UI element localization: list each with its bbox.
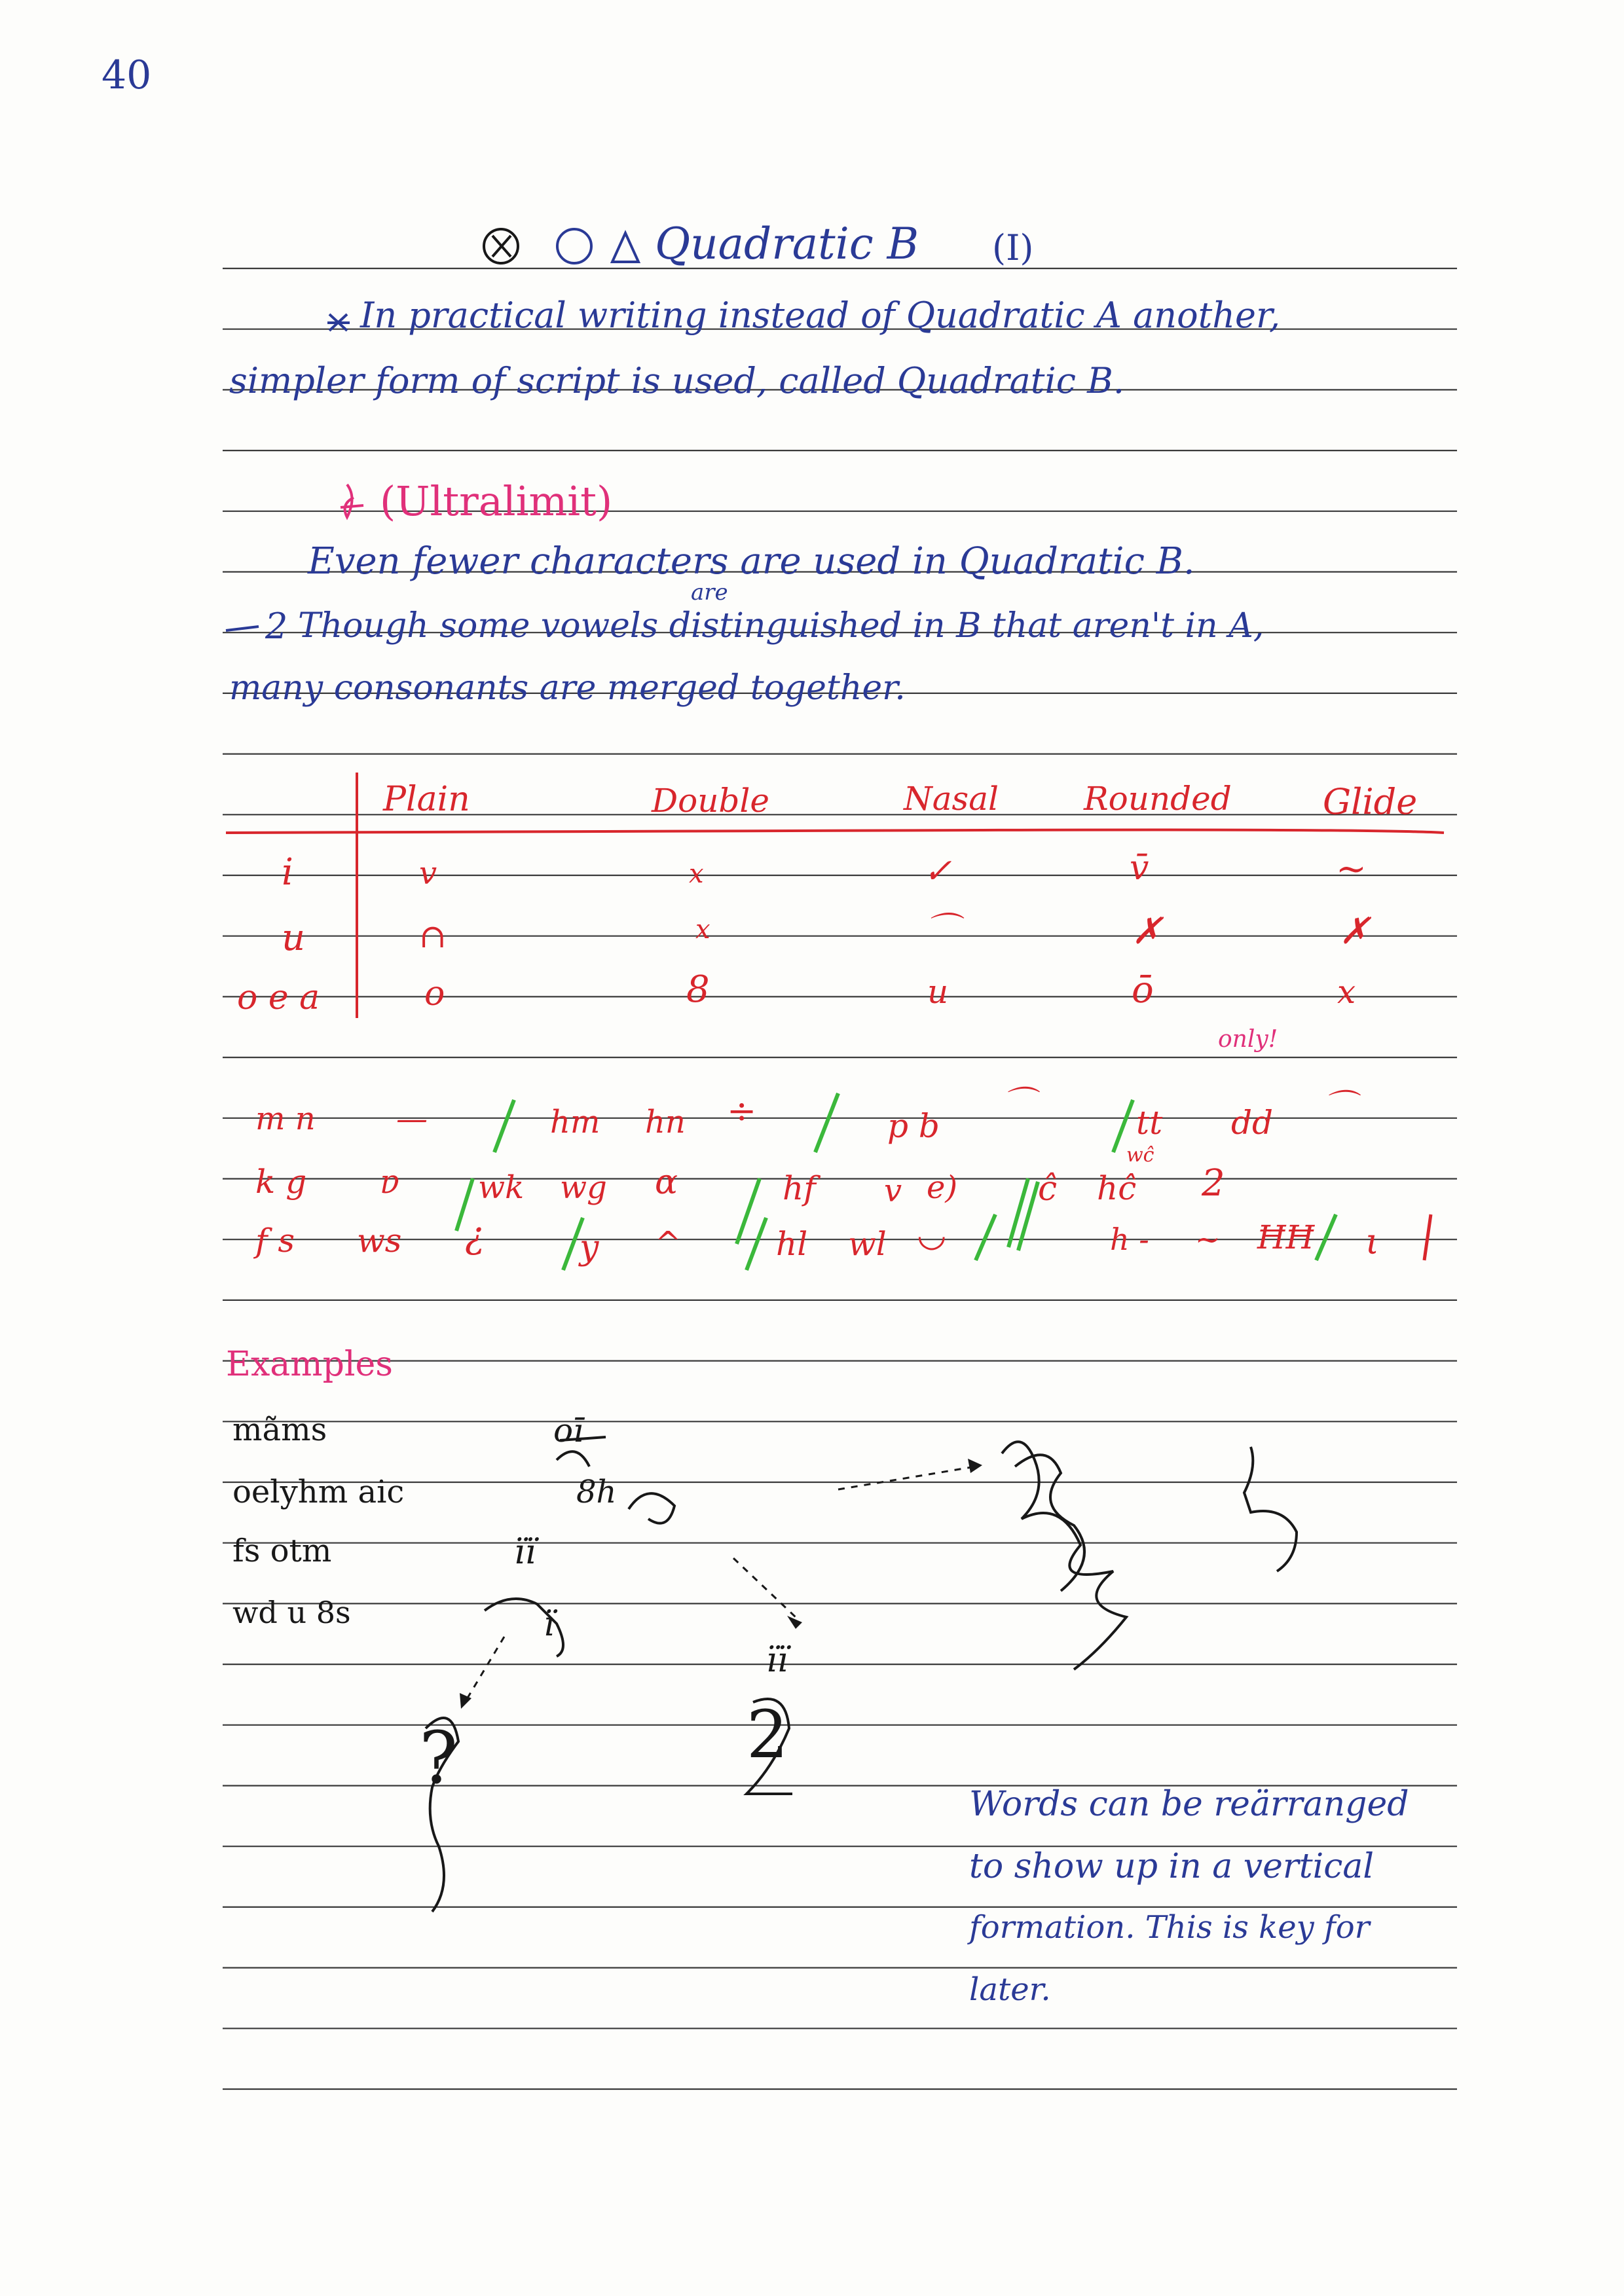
strike-mark bbox=[226, 627, 259, 630]
row-label-i: i bbox=[282, 851, 293, 894]
arrow-glyph-3: ? bbox=[419, 1716, 458, 1800]
cons-r3-iota: ι bbox=[1365, 1221, 1380, 1262]
col-rounded: Rounded bbox=[1084, 780, 1232, 818]
circled-marks-icon bbox=[484, 229, 638, 263]
cell-u-glide: ✗ bbox=[1339, 910, 1370, 953]
cons-r2-a: ɐ bbox=[380, 1163, 399, 1201]
cons-r3-y: y bbox=[580, 1228, 599, 1267]
cons-r3-i: ¿ bbox=[465, 1214, 485, 1257]
note-line-1: Words can be reärranged bbox=[969, 1785, 1409, 1824]
cons-r2-wg: wg bbox=[560, 1169, 607, 1206]
row-label-u: u bbox=[282, 917, 306, 959]
cell-i-plain: v bbox=[419, 855, 437, 892]
page-title-suffix: (I) bbox=[992, 227, 1034, 268]
ultralimit-line-1: Even fewer characters are used in Quadratic B. bbox=[308, 540, 1195, 583]
example-1-script: oī bbox=[553, 1412, 584, 1449]
cons-r2-hf: hf bbox=[783, 1169, 816, 1207]
cell-u-double: x bbox=[695, 915, 710, 945]
examples-label: Examples bbox=[226, 1345, 393, 1384]
col-plain: Plain bbox=[383, 780, 470, 819]
page-number: 40 bbox=[101, 52, 152, 98]
example-3-text: fs otm bbox=[232, 1533, 332, 1569]
cons-r3-ws: ws bbox=[357, 1222, 402, 1260]
cons-r3-caret: ^ bbox=[655, 1225, 682, 1262]
star-mark-icon bbox=[327, 314, 350, 331]
cons-r1-arc2: ⌒ bbox=[1323, 1087, 1356, 1125]
cell-i-glide: ~ bbox=[1336, 848, 1367, 890]
example-4-text: wd u 8s bbox=[232, 1595, 351, 1630]
cons-r2-hc: hĉ bbox=[1097, 1169, 1137, 1207]
arrow-glyph-2: 2 bbox=[747, 1696, 788, 1773]
cons-r2-v: v bbox=[884, 1173, 902, 1209]
example-2-script: 8h bbox=[576, 1474, 617, 1510]
cons-r1-div: ÷ bbox=[727, 1090, 757, 1131]
cons-r3-tilde: ~ bbox=[1195, 1222, 1221, 1257]
cons-r3-hl: hl bbox=[776, 1225, 808, 1263]
cons-r1-tt: tt bbox=[1136, 1104, 1163, 1142]
cell-u-nasal: ⌒ bbox=[925, 911, 959, 950]
cell-oea-glide: x bbox=[1337, 973, 1356, 1011]
ultralimit-line-2: Though some vowels distinguished in B that aren't in A, bbox=[298, 606, 1264, 646]
ultralimit-label: (Ultralimit) bbox=[380, 477, 613, 525]
cons-r3-h: h - bbox=[1110, 1222, 1149, 1257]
table-header-line bbox=[226, 830, 1444, 833]
example-4-script: ï bbox=[544, 1605, 555, 1644]
intro-line-2: simpler form of script is used, called Quadratic B. bbox=[229, 360, 1124, 401]
note-line-3: formation. This is key for bbox=[969, 1909, 1370, 1946]
cons-r2-hat-label: wĉ bbox=[1126, 1144, 1154, 1167]
arrow-glyph-1: ïï bbox=[766, 1641, 788, 1680]
cons-r1-arc: ⌒ bbox=[1002, 1084, 1035, 1122]
cons-r1-dd: dd bbox=[1231, 1104, 1274, 1142]
cons-r3-fs: f s bbox=[255, 1222, 295, 1260]
cons-r1-hm: hm bbox=[550, 1104, 600, 1140]
cons-r3-wl: wl bbox=[848, 1225, 887, 1263]
cons-r2-kg: k g bbox=[255, 1163, 307, 1201]
row-label-oea: o e a bbox=[237, 978, 320, 1017]
cons-r1-pb: p b bbox=[887, 1107, 940, 1145]
cons-r3-cup: ◡ bbox=[917, 1215, 947, 1254]
cell-oea-rounded: ō bbox=[1132, 969, 1154, 1011]
arrow-heads bbox=[460, 1459, 982, 1709]
cons-r2-wk: wk bbox=[478, 1169, 525, 1206]
cell-i-double: x bbox=[689, 859, 704, 889]
cons-r1-mn: m n bbox=[255, 1101, 316, 1137]
cell-oea-nasal: u bbox=[927, 973, 949, 1011]
ultralimit-line-2-number: 2 bbox=[265, 606, 288, 647]
ultralimit-insert: are bbox=[691, 579, 728, 606]
example-3-script: ïï bbox=[514, 1533, 536, 1572]
col-nasal: Nasal bbox=[904, 780, 999, 818]
ultralimit-mark-icon bbox=[341, 484, 363, 517]
cons-r2-alpha: α bbox=[655, 1163, 678, 1202]
cell-oea-plain: o bbox=[424, 974, 445, 1013]
cons-r1-dash: — bbox=[396, 1101, 428, 1137]
red-slash bbox=[1424, 1214, 1431, 1260]
example-arrows bbox=[465, 1467, 976, 1702]
intro-line-1: In practical writing instead of Quadratic A another, bbox=[360, 295, 1281, 336]
table-note: only! bbox=[1218, 1026, 1278, 1053]
cell-u-rounded: ✗ bbox=[1132, 910, 1162, 953]
cons-r1-hn: hn bbox=[645, 1104, 686, 1140]
example-2-text: oelyhm aic bbox=[232, 1474, 405, 1510]
page-title: Quadratic B bbox=[655, 219, 919, 269]
cell-oea-double: 8 bbox=[686, 968, 710, 1011]
col-glide: Glide bbox=[1323, 781, 1418, 822]
cell-i-rounded: v̄ bbox=[1130, 848, 1149, 888]
cons-r3-hh: ĦĦ bbox=[1257, 1218, 1315, 1256]
example-1-text: mãms bbox=[232, 1412, 327, 1448]
cons-r2-c: ĉ bbox=[1038, 1169, 1058, 1209]
cons-r2-2: 2 bbox=[1202, 1162, 1225, 1205]
script-scribbles bbox=[426, 1437, 1297, 1912]
cons-r2-e: e) bbox=[927, 1169, 958, 1206]
note-line-2: to show up in a vertical bbox=[969, 1847, 1375, 1886]
cell-u-plain: ∩ bbox=[419, 917, 447, 955]
note-line-4: later. bbox=[969, 1971, 1051, 2008]
ultralimit-line-3: many consonants are merged together. bbox=[229, 668, 906, 708]
col-double: Double bbox=[652, 782, 769, 820]
cell-i-nasal: ✓ bbox=[923, 852, 952, 891]
